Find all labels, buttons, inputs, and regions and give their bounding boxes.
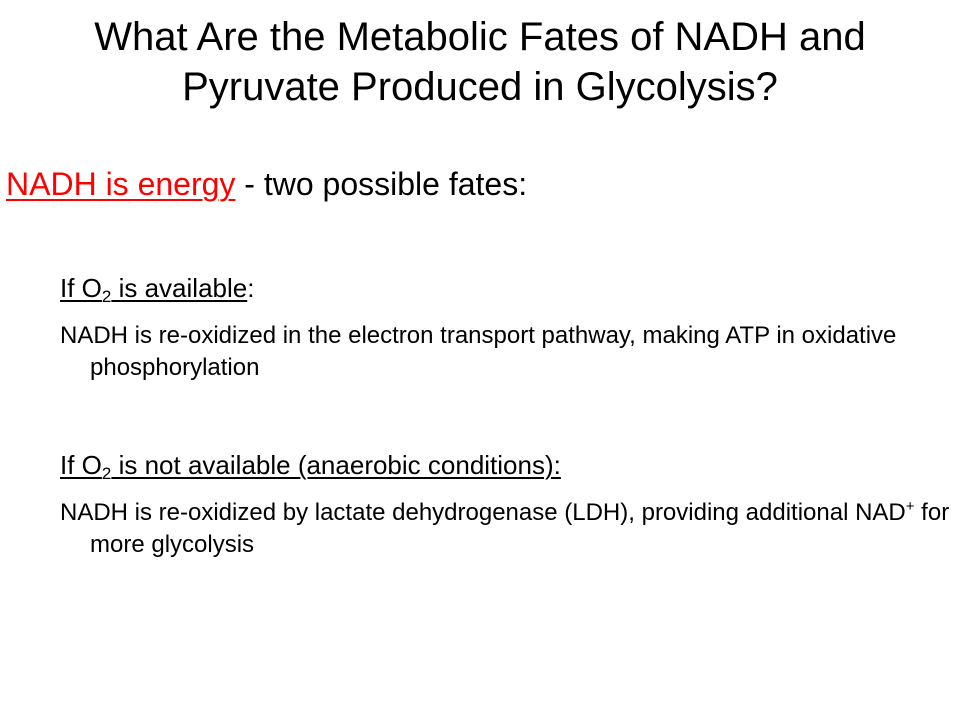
case-2-text-a: NADH is re-oxidized by lactate dehydrogenase (LDH), providing additional NAD [60,499,906,526]
case-1-heading-underlined [60,273,248,306]
case-2-heading-subscript: 2 [101,464,112,483]
case-1-text: NADH is re-oxidized in the electron transport pathway, making ATP in oxidative phosphorylation [60,322,897,381]
lead-rest-text: - two possible fates: [235,166,528,202]
case-1-heading-tail: : [247,273,255,303]
case-2-text-superscript: + [905,498,915,515]
case-1-heading-b: is available [111,273,248,303]
case-2-heading-b: is not available (anaerobic conditions): [111,450,561,480]
case-1-heading-subscript: 2 [101,287,112,306]
case-1-heading [60,272,254,304]
case-2-heading-underlined [60,450,561,483]
lead-statement [6,164,527,204]
case-2-heading [60,449,561,481]
slide-title-line-2: Pyruvate Produced in Glycolysis? [182,65,778,109]
case-2-text-b: for more glycolysis [90,499,950,558]
case-2-heading-a: If O [60,450,102,480]
case-2-text [60,497,950,561]
slide-title [40,12,920,112]
lead-accent-text: NADH is energy [6,166,236,202]
case-1-heading-a: If O [60,273,102,303]
slide-title-line-1: What Are the Metabolic Fates of NADH and [94,15,866,59]
